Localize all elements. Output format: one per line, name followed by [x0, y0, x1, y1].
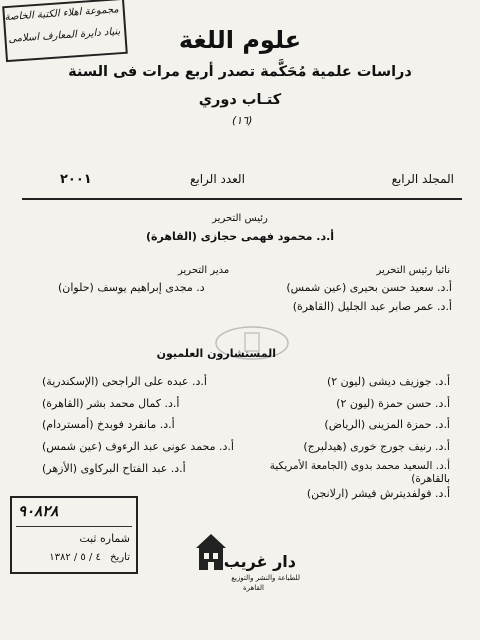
publisher-tagline: للطباعة والنشر والتوزيع — [231, 574, 300, 582]
registration-number: ٩٠٨٢٨ — [18, 502, 59, 520]
advisor-left-5: أ.د. عبد الفتاح البركاوى (الأزهر) — [42, 462, 186, 475]
stamp-line-2: بنياد دايرة المعارف اسلامى — [8, 26, 121, 45]
advisor-left-1: أ.د. عبده على الراجحى (الإسكندرية) — [42, 375, 207, 388]
deputy-editor-2: أ.د. عمر صابر عبد الجليل (القاهرة) — [292, 300, 452, 313]
registration-date-label: تاريخ — [110, 552, 130, 563]
registration-label: شماره ثبت — [79, 532, 130, 545]
advisor-left-3: أ.د. مانفرد فوبدخ (أمستردام) — [42, 418, 175, 431]
managing-editor-name: د. مجدى إبراهيم يوسف (حلوان) — [58, 281, 205, 294]
advisor-left-2: أ.د. كمال محمد بشر (القاهرة) — [42, 397, 180, 410]
header-divider — [22, 198, 462, 200]
stamp-line-1: مجموعة اهلاء الكتبة الخاصة — [4, 4, 120, 24]
publisher-name: دار غريب — [223, 552, 296, 571]
ownership-stamp — [2, 0, 128, 62]
advisor-right-3: أ.د. حمزة المزينى (الرياض) — [324, 418, 450, 431]
advisor-right-2: أ.د. حسن حمزة (ليون ٢) — [336, 397, 450, 410]
registration-date: ٤ / ٥ / ١٣٨٢ — [49, 552, 101, 563]
handwritten-number: (١٦) — [232, 114, 253, 127]
page-subtitle: دراسات علمية مُحَكَّمة تصدر أربع مرات فى السنة — [68, 64, 412, 80]
publisher-city: القاهرة — [243, 584, 264, 592]
year-label: ٢٠٠١ — [60, 172, 92, 187]
publisher-logo — [190, 530, 300, 592]
volume-label: المجلد الرابع — [391, 172, 454, 186]
publication-kind: كتـاب دوري — [198, 92, 282, 108]
issue-label: العدد الرابع — [190, 172, 245, 186]
deputy-editor-1: أ.د. سعيد حسن بحيرى (عين شمس) — [286, 281, 452, 294]
stamp-divider — [16, 526, 132, 527]
editor-in-chief-name: أ.د. محمود فهمى حجازى (القاهرة) — [145, 230, 335, 243]
advisor-right-5: أ.د. السعيد محمد بدوى (الجامعة الأمريكية بالقاهرة) — [269, 460, 450, 485]
registration-date-row — [49, 552, 130, 563]
advisor-right-1: أ.د. جوزيف ديشى (ليون ٢) — [326, 375, 450, 388]
advisors-label: المستشارون العلميون — [156, 347, 276, 360]
deputy-editors-label: نائبا رئيس التحرير — [376, 265, 450, 276]
managing-editor-label: مدير التحرير — [178, 265, 230, 276]
advisor-left-4: أ.د. محمد عونى عبد الرءوف (عين شمس) — [42, 440, 234, 453]
registration-stamp — [10, 496, 138, 574]
editor-in-chief-label: رئيس التحرير — [212, 213, 268, 224]
page-title: علوم اللغة — [178, 26, 302, 54]
advisor-right-6: أ.د. فولفديترش فيشر (ارلانجن) — [306, 487, 450, 500]
advisor-right-4: أ.د. رنيف جورج خورى (هيدلبرج) — [303, 440, 450, 453]
